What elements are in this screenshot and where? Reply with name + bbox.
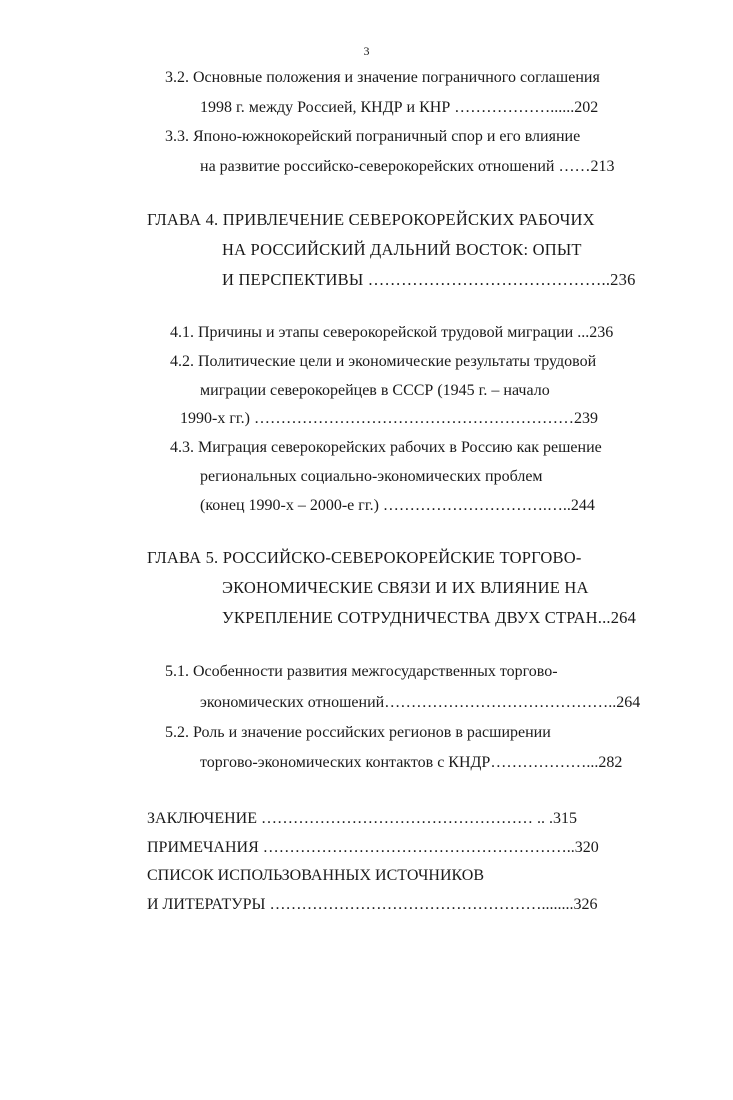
toc-line: региональных социально-экономических проблем [200, 468, 543, 485]
chapter-heading: УКРЕПЛЕНИЕ СОТРУДНИЧЕСТВА ДВУХ СТРАН...264 [222, 608, 637, 627]
toc-line: 4.3. Миграция северокорейских рабочих в Россию как решение [170, 439, 602, 456]
chapter-heading: И ПЕРСПЕКТИВЫ ……………………………………..236 [222, 270, 636, 289]
toc-line: миграции северокорейцев в СССР (1945 г. – начало [200, 382, 550, 399]
toc-line: 5.2. Роль и значение российских регионов в расширении [165, 724, 551, 741]
toc-line: на развитие российско-северокорейских отношений ……213 [200, 158, 615, 175]
toc-line: 3.2. Основные положения и значение пограничного соглашения [165, 69, 600, 86]
toc-line: 5.1. Особенности развития межгосударственных торгово- [165, 663, 558, 680]
chapter-heading: НА РОССИЙСКИЙ ДАЛЬНИЙ ВОСТОК: ОПЫТ [222, 240, 582, 259]
toc-line: 4.1. Причины и этапы северокорейской трудовой миграции ...236 [170, 324, 614, 341]
toc-line: ПРИМЕЧАНИЯ …………………………………………………..320 [147, 839, 599, 856]
chapter-heading: ГЛАВА 5. РОССИЙСКО-СЕВЕРОКОРЕЙСКИЕ ТОРГОВО- [147, 548, 582, 567]
toc-line: 1998 г. между Россией, КНДР и КНР ………………......202 [200, 99, 599, 116]
toc-line: 3.3. Японо-южнокорейский пограничный спор и его влияние [165, 128, 581, 145]
toc-line: (конец 1990-х – 2000-е гг.) ………………………….…..244 [200, 497, 595, 514]
toc-line: 1990-х гг.) ……………………………………………………239 [180, 410, 598, 427]
toc-line: торгово-экономических контактов с КНДР………………...282 [200, 754, 623, 771]
page-number: 3 [363, 44, 370, 58]
toc-line: 4.2. Политические цели и экономические результаты трудовой [170, 353, 597, 370]
toc-line: ЗАКЛЮЧЕНИЕ …………………………………………… .. .315 [147, 810, 577, 827]
chapter-heading: ГЛАВА 4. ПРИВЛЕЧЕНИЕ СЕВЕРОКОРЕЙСКИХ РАБОЧИХ [147, 210, 595, 229]
toc-line: СПИСОК ИСПОЛЬЗОВАННЫХ ИСТОЧНИКОВ [147, 867, 485, 884]
chapter-heading: ЭКОНОМИЧЕСКИЕ СВЯЗИ И ИХ ВЛИЯНИЕ НА [222, 578, 589, 597]
toc-line: И ЛИТЕРАТУРЫ ……………………………………………........326 [147, 896, 598, 913]
toc-line: экономических отношений……………………………………..264 [200, 694, 641, 711]
